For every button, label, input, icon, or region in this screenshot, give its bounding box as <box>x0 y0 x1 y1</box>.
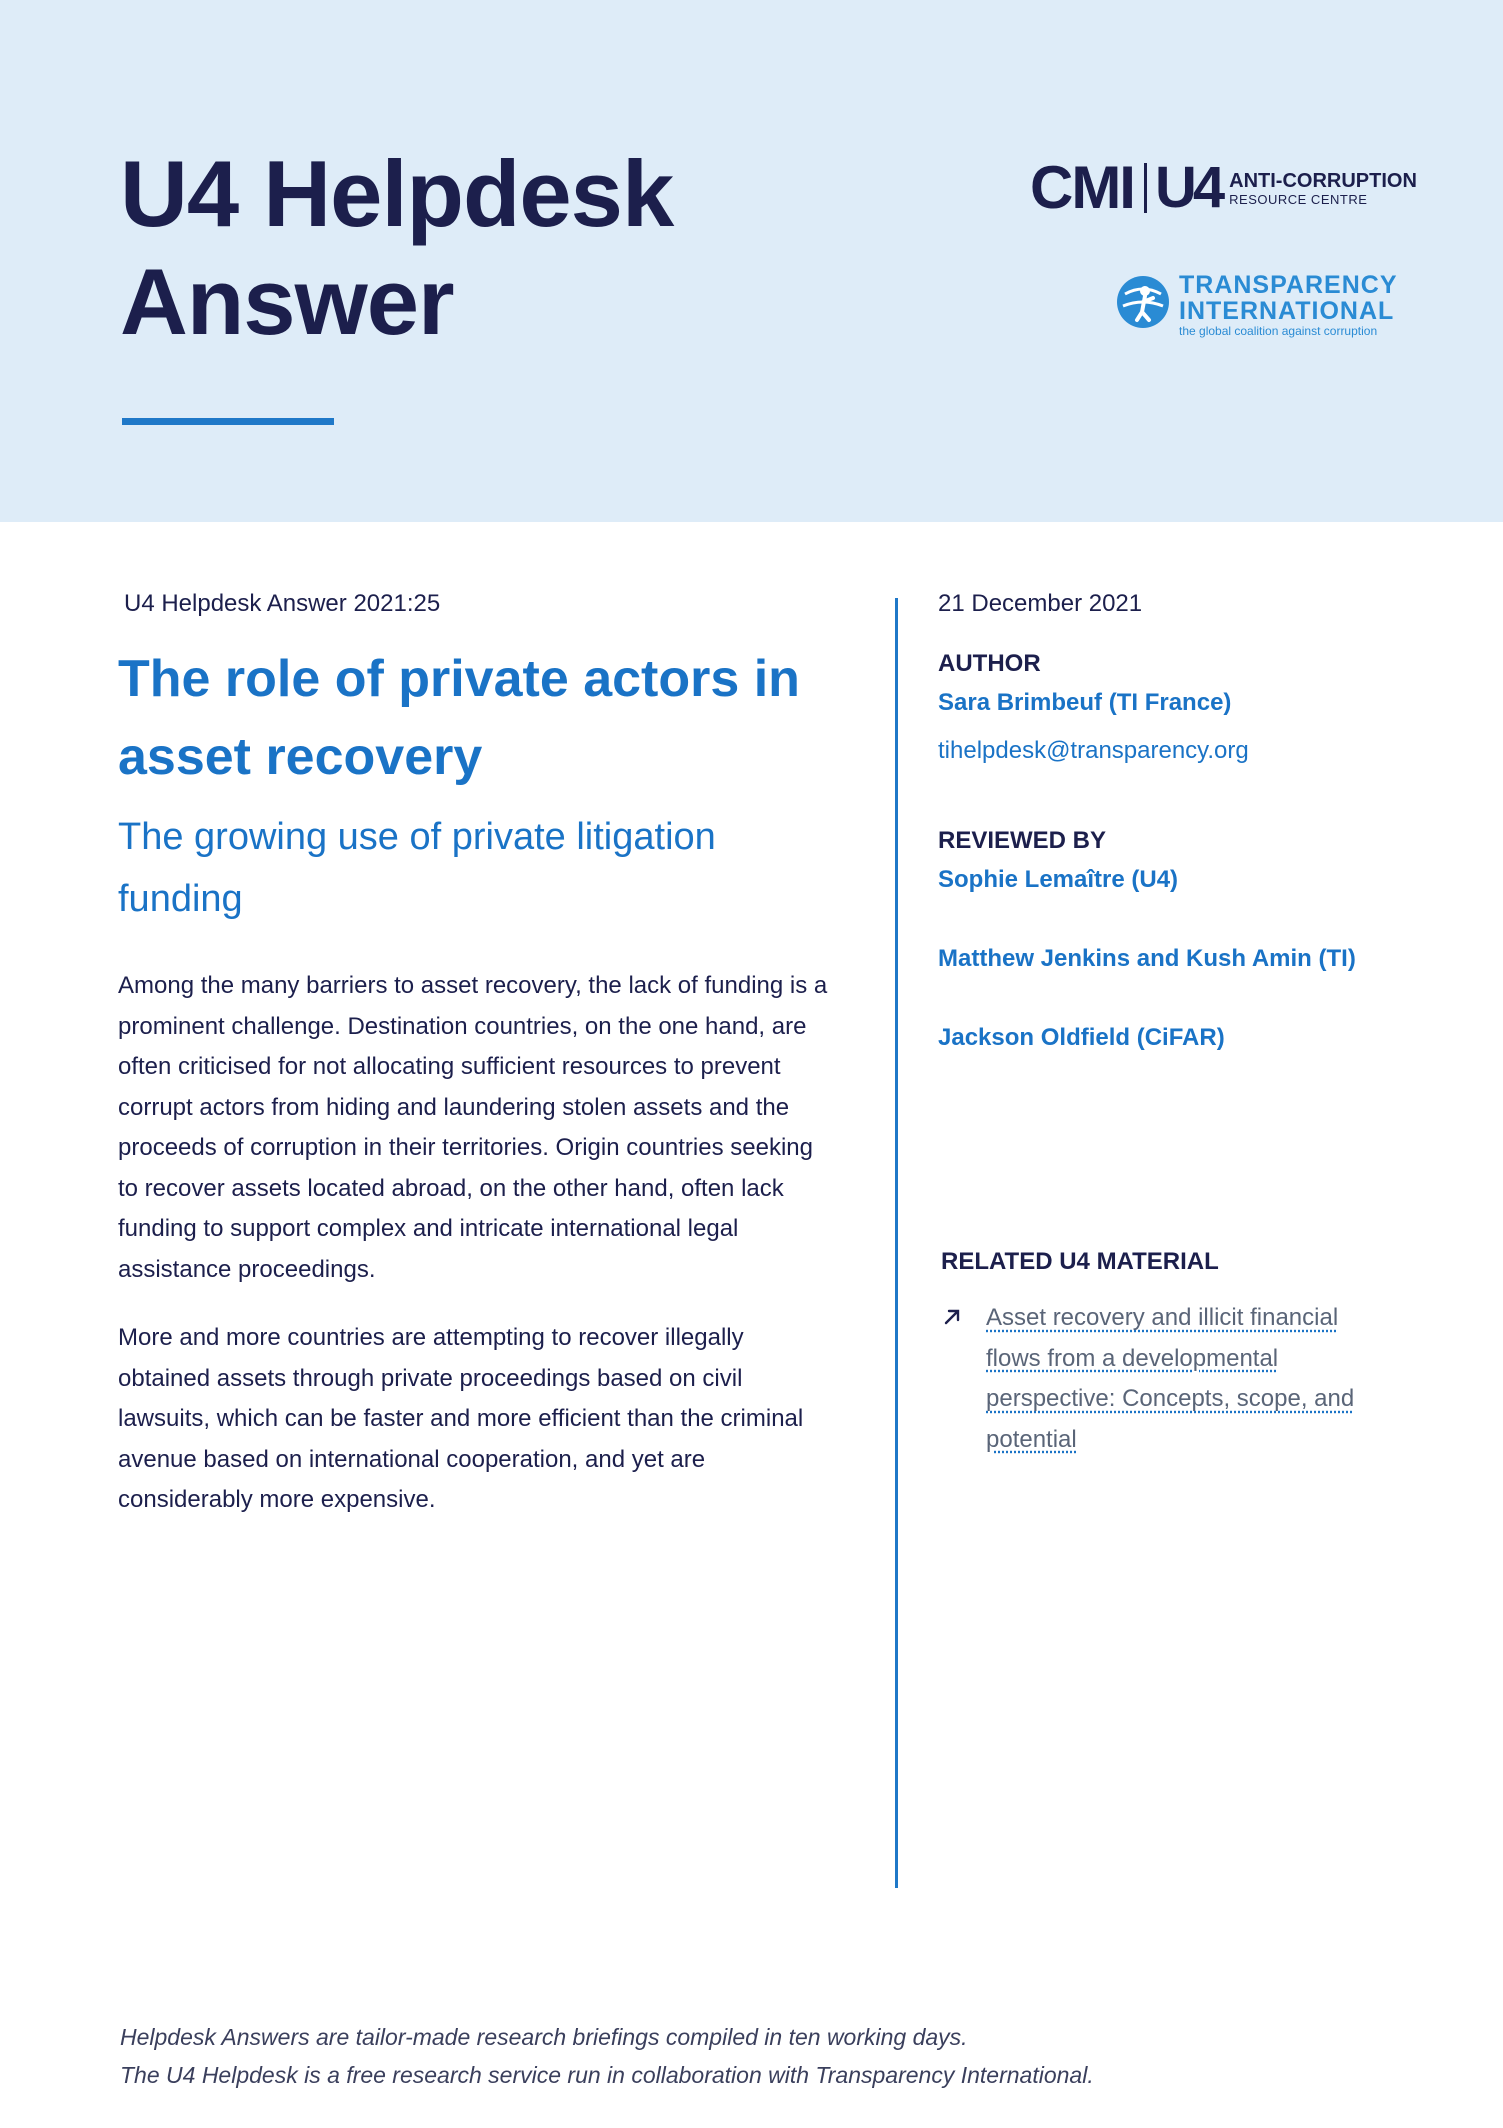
ti-logo-line1: TRANSPARENCY <box>1179 271 1398 299</box>
external-link-arrow-icon <box>942 1307 962 1327</box>
related-material-link[interactable] <box>986 1298 1362 1460</box>
u4-logo-line1: ANTI-CORRUPTION <box>1229 169 1417 192</box>
reviewer-name: Matthew Jenkins and Kush Amin (TI) <box>938 945 1356 972</box>
document-id: U4 Helpdesk Answer 2021:25 <box>124 590 441 617</box>
ti-globe-icon <box>1115 274 1171 330</box>
ti-logo-tagline: the global coalition against corruption <box>1179 324 1378 338</box>
reviewed-by-label: REVIEWED BY <box>938 827 1107 854</box>
cmi-u4-logo <box>1030 154 1417 221</box>
contact-email-link[interactable]: tihelpdesk@transparency.org <box>938 737 1249 764</box>
page-title-line1: U4 Helpdesk <box>120 141 674 246</box>
related-material-label: RELATED U4 MATERIAL <box>941 1248 1219 1275</box>
u4-logo-mark: U4 <box>1154 155 1222 220</box>
column-divider <box>895 598 898 1888</box>
title-underline <box>122 418 334 425</box>
related-material-link-text[interactable]: Asset recovery and illicit financial flows from a developmental perspective: Concepts, scope, and potential <box>986 1304 1355 1453</box>
page-title <box>120 140 820 356</box>
footer-line1: Helpdesk Answers are tailor-made research briefings compiled in ten working days. <box>120 2024 968 2050</box>
cmi-logo-mark: CMI <box>1030 154 1134 221</box>
related-material-item[interactable] <box>942 1298 1362 1460</box>
ti-logo-text <box>1179 272 1398 338</box>
document-subtitle-line2: funding <box>118 878 243 920</box>
ti-logo-line2: INTERNATIONAL <box>1179 297 1395 325</box>
page-title-line2: Answer <box>120 249 454 354</box>
transparency-international-logo <box>1115 272 1398 338</box>
document-subtitle <box>118 806 818 930</box>
document-subtitle-line1: The growing use of private litigation <box>118 816 716 858</box>
reviewer-name: Sophie Lemaître (U4) <box>938 866 1179 893</box>
u4-logo-text <box>1229 170 1417 207</box>
footer-note <box>120 2018 1320 2094</box>
reviewer-name: Jackson Oldfield (CiFAR) <box>938 1024 1225 1051</box>
document-title-line1: The role of private actors in <box>118 650 800 708</box>
u4-logo-line2: RESOURCE CENTRE <box>1229 191 1368 207</box>
publication-date: 21 December 2021 <box>938 590 1143 617</box>
document-title-line2: asset recovery <box>118 728 483 786</box>
logo-divider <box>1144 163 1147 213</box>
author-label: AUTHOR <box>938 650 1041 677</box>
summary-paragraph: Among the many barriers to asset recovery, the lack of funding is a prominent challenge. Destination countries, on the one hand, are often criticised for not allocating sufficient resources to prevent corrupt actors from hiding and laundering stolen assets and the proceeds of corruption in their territories. Origin countries seeking to recover assets located abroad, on the other hand, often lack funding to support complex and intricate international legal assistance proceedings. <box>118 972 828 1283</box>
author-name: Sara Brimbeuf (TI France) <box>938 689 1232 716</box>
document-title <box>118 640 838 796</box>
summary-paragraph: More and more countries are attempting to recover illegally obtained assets through private proceedings based on civil lawsuits, which can be faster and more efficient than the criminal avenue based on international cooperation, and yet are considerably more expensive. <box>118 1324 804 1513</box>
summary-text <box>118 966 838 1549</box>
footer-line2: The U4 Helpdesk is a free research service run in collaboration with Transparency International. <box>120 2062 1094 2088</box>
